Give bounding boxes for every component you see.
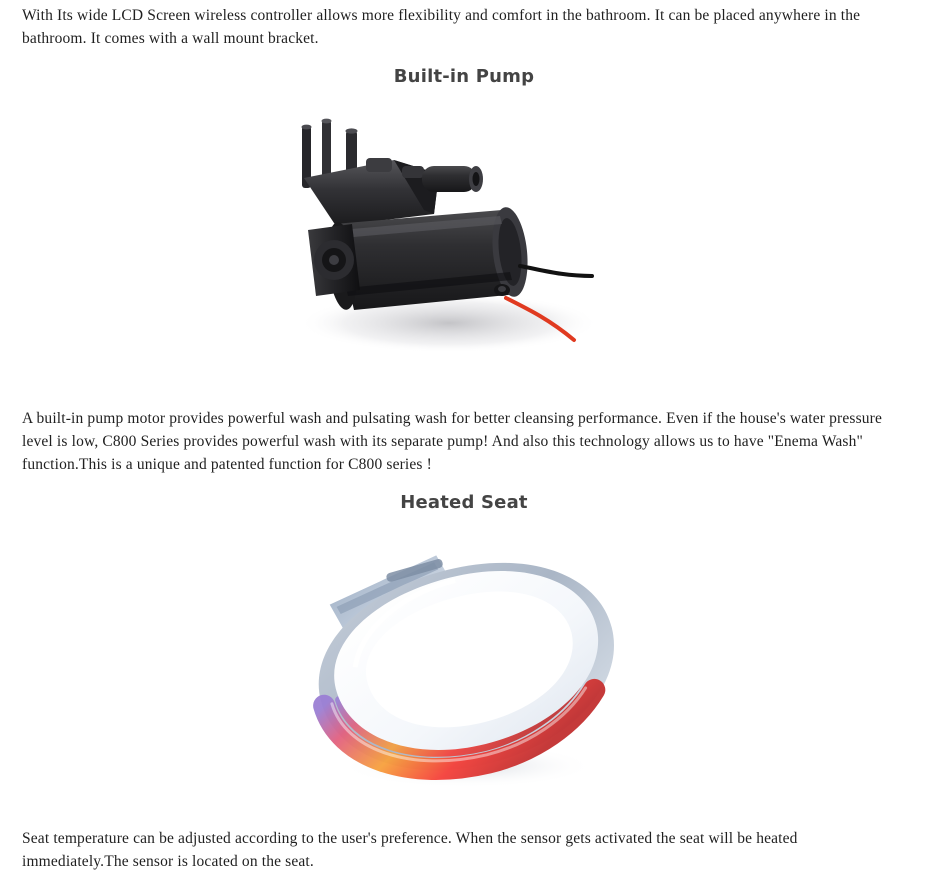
pump-svg: [274, 118, 654, 368]
intro-paragraph: With Its wide LCD Screen wireless controller allows more flexibility and comfort in the bathroom. It can be placed anywhere in the bathroom. It comes with a wall mount bracket.: [22, 7, 861, 47]
spacer: [0, 819, 928, 827]
heated-seat-svg: [299, 544, 629, 794]
section-title-built-in-pump: Built-in Pump: [393, 66, 535, 87]
built-in-pump-paragraph: A built-in pump motor provides powerful wash and pulsating wash for better cleansing performance. Even if the house's water pressure level is low, C800 Series provides powerful wash with its separate pump! And also this technology allows us to have "Enema Wash" function.This is a unique and patented function for C800 series !: [22, 410, 883, 473]
built-in-pump-image: [0, 93, 928, 393]
pump-illustration: [274, 118, 654, 368]
heated-seat-paragraph: Seat temperature can be adjusted according to the user's preference. When the sensor gets activated the seat will be heated immediately.The sensor is located on the seat.: [22, 830, 798, 870]
heated-seat-illustration: [299, 544, 629, 794]
spacer: [0, 393, 928, 407]
section-title-heated-seat: Heated Seat: [400, 492, 528, 513]
heated-seat-image: [0, 519, 928, 819]
